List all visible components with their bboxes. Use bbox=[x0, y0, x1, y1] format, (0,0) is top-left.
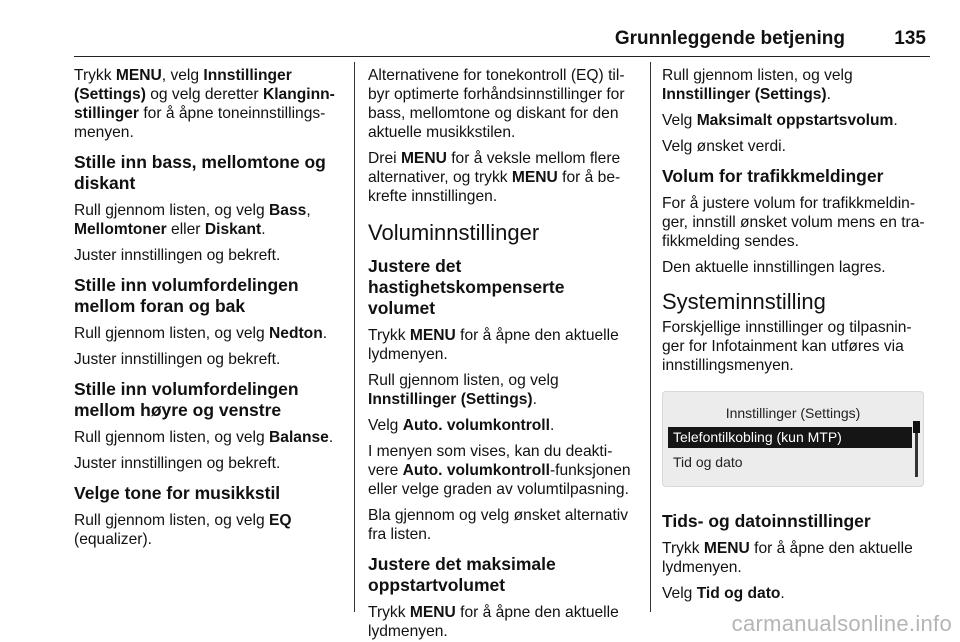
heading-tone: Velge tone for musikkstil bbox=[74, 483, 281, 503]
speed-paragraph-2: Rull gjennom listen, og velg Innstillinger (Settings). bbox=[368, 372, 559, 408]
adjust-paragraph: Juster innstillingen og bekreft. bbox=[74, 351, 281, 368]
page-header bbox=[74, 26, 930, 57]
system-paragraph: Forskjellige innstillinger og tilpasnin-ger for Infotainment kan utføres via innstillingsmenyen. bbox=[662, 319, 912, 374]
heading-system-settings: Systeminnstilling bbox=[662, 289, 826, 314]
fader-paragraph: Rull gjennom listen, og velg Nedton. bbox=[74, 325, 328, 342]
screen-list-item: Tid og dato bbox=[673, 454, 743, 470]
screen-scrollbar-thumb bbox=[913, 421, 920, 433]
heading-volume-settings: Voluminnstillinger bbox=[368, 220, 540, 245]
adjust-paragraph: Juster innstillingen og bekreft. bbox=[74, 455, 281, 472]
page-number: 135 bbox=[894, 28, 926, 49]
max-paragraph-1: Trykk MENU for å åpne den aktuelle lydmenyen. bbox=[368, 604, 619, 640]
heading-bass: Stille inn bass, mellomtone og diskant bbox=[74, 152, 326, 193]
column-divider bbox=[650, 62, 651, 612]
screen-title: Innstillinger (Settings) bbox=[725, 405, 861, 421]
column-divider bbox=[354, 62, 355, 612]
max-paragraph-4: Velg ønsket verdi. bbox=[662, 138, 786, 155]
max-paragraph-2: Rull gjennom listen, og velg Innstillinger (Settings). bbox=[662, 67, 853, 103]
column-3 bbox=[662, 66, 928, 612]
speed-paragraph-1: Trykk MENU for å åpne den aktuelle lydmenyen. bbox=[368, 327, 619, 363]
speed-paragraph-4: I menyen som vises, kan du deakti-vere Auto. volumkontroll-funksjonen eller velge graden av volumtilpasning. bbox=[368, 443, 631, 498]
header-title: Grunnleggende betjening bbox=[614, 28, 845, 49]
watermark: carmanualsonline.info bbox=[731, 611, 952, 636]
menu-paragraph: Drei MENU for å veksle mellom flere alternativer, og trykk MENU for å be-krefte innstillingen. bbox=[368, 150, 621, 205]
time-paragraph-1: Trykk MENU for å åpne den aktuelle lydmenyen. bbox=[662, 540, 913, 576]
heading-max-volume: Justere det maksimale oppstartvolumet bbox=[368, 554, 556, 595]
heading-traffic-volume: Volum for trafikkmeldinger bbox=[662, 166, 884, 186]
max-paragraph-3: Velg Maksimalt oppstartsvolum. bbox=[662, 112, 898, 129]
settings-screen-illustration bbox=[662, 391, 924, 487]
traffic-paragraph-2: Den aktuelle innstillingen lagres. bbox=[662, 259, 886, 276]
eq-paragraph: Alternativene for tonekontroll (EQ) til-byr optimerte forhåndsinnstillinger for bass, mellomtone og diskant for den aktuelle musikkstilen. bbox=[368, 67, 625, 141]
speed-paragraph-5: Bla gjennom og velg ønsket alternativ fra listen. bbox=[368, 507, 629, 543]
screen-selected-item: Telefontilkobling (kun MTP) bbox=[668, 427, 912, 448]
speed-paragraph-3: Velg Auto. volumkontroll. bbox=[368, 417, 555, 434]
heading-time-date: Tids- og datoinnstillinger bbox=[662, 511, 871, 531]
traffic-paragraph-1: For å justere volum for trafikkmeldin-ger, innstill ønsket volum mens en tra-fikkmelding sendes. bbox=[662, 195, 925, 250]
column-1 bbox=[74, 66, 344, 612]
balance-paragraph: Rull gjennom listen, og velg Balanse. bbox=[74, 429, 334, 446]
tone-paragraph: Rull gjennom listen, og velg EQ (equalizer). bbox=[74, 512, 292, 548]
bass-paragraph: Rull gjennom listen, og velg Bass, Mellomtoner eller Diskant. bbox=[74, 202, 311, 238]
time-paragraph-2: Velg Tid og dato. bbox=[662, 585, 785, 602]
heading-balance: Stille inn volumfordelingen mellom høyre og venstre bbox=[74, 379, 299, 420]
heading-speed-volume: Justere det hastighetskompenserte volumet bbox=[368, 256, 565, 318]
adjust-paragraph: Juster innstillingen og bekreft. bbox=[74, 247, 281, 264]
intro-paragraph: Trykk MENU, velg Innstillinger (Settings) og velg deretter Klanginn-stillinger for å åpne toneinnstillings-menyen. bbox=[74, 67, 335, 141]
heading-fader: Stille inn volumfordelingen mellom foran og bak bbox=[74, 275, 299, 316]
column-2 bbox=[368, 66, 634, 640]
